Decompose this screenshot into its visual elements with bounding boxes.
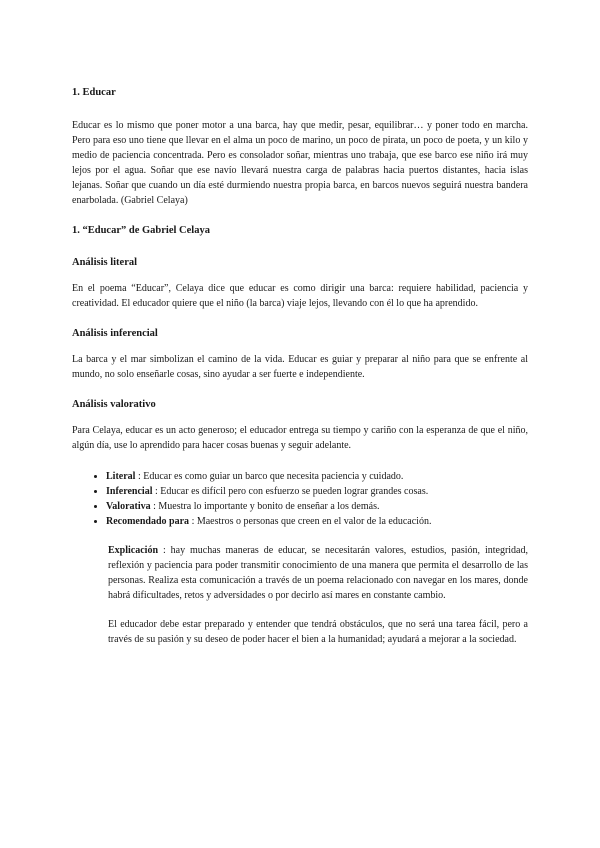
bullet-recomendado	[106, 514, 528, 529]
bullet-literal-text: : Educar es como guiar un barco que necesita paciencia y cuidado.	[135, 471, 404, 482]
bullet-literal-label: Literal	[106, 471, 136, 482]
subheading-literal: Análisis literal	[72, 257, 138, 268]
valorativo-paragraph: Para Celaya, educar es un acto generoso; el educador entrega su tiempo y cariño con la esperanza de que el niño, algún día, use lo aprendido para hacer cosas buenas y seguir adelante.	[72, 425, 528, 451]
bullet-inferencial-text: : Educar es difícil pero con esfuerzo se pueden lograr grandes cosas.	[152, 486, 429, 497]
subheading-valorativo: Análisis valorativo	[72, 399, 156, 410]
poem-paragraph: Educar es lo mismo que poner motor a una barca, hay que medir, pesar, equilibrar… y poner todo en marcha. Pero para eso uno tiene que llevar en el alma un poco de marino, un poco de pirata, un poco de poeta, y un kilo y medio de paciencia concentrada. Pero es consolador soñar, mientras uno trabaja, que ese barco ese niño irá muy lejos por el agua. Soñar que ese navío llevará nuestra carga de palabras hacia puertos distantes, hacia islas lejanas. Soñar que cuando un día esté durmiendo nuestra propia barca, en barcos nuevos seguirá nuestra bandera enarbolada. (Gabriel Celaya)	[72, 120, 528, 206]
bullet-recomendado-label: Recomendado para	[106, 516, 190, 527]
explanation-block	[108, 543, 528, 647]
bullet-valorativa-label: Valorativa	[106, 501, 151, 512]
bullet-inferencial	[106, 484, 528, 499]
bullet-valorativa	[106, 499, 528, 514]
literal-paragraph: En el poema “Educar”, Celaya dice que educar es como dirigir una barca: requiere habilidad, paciencia y creatividad. El educador quiere que el niño (la barca) viaje lejos, llevando con él lo que ha aprendido.	[72, 283, 528, 309]
explicacion-label: Explicación	[108, 545, 159, 556]
explicacion-paragraph	[108, 543, 528, 603]
closing-paragraph: El educador debe estar preparado y entender que tendrá obstáculos, que no será una tarea fácil, pero a través de su pasión y su deseo de poder hacer el bien a la humanidad; ayudará a mejorar a la sociedad.	[108, 619, 528, 645]
bullet-recomendado-text: : Maestros o personas que creen en el valor de la educación.	[189, 516, 432, 527]
section-heading-educar: 1. Educar	[72, 87, 116, 98]
section-heading-analysis: 1. “Educar” de Gabriel Celaya	[72, 225, 210, 236]
bullet-valorativa-text: : Muestra lo importante y bonito de enseñar a los demás.	[150, 501, 380, 512]
bullet-literal	[106, 469, 528, 484]
bullet-inferencial-label: Inferencial	[106, 486, 153, 497]
summary-bullet-list	[72, 469, 528, 529]
inferencial-paragraph: La barca y el mar simbolizan el camino de la vida. Educar es guiar y preparar al niño para que se enfrente al mundo, no solo enseñarle cosas, sino ayudar a ser fuerte e independiente.	[72, 354, 528, 380]
explicacion-text: : hay muchas maneras de educar, se necesitarán valores, estudios, pasión, integridad, reflexión y paciencia para poder transmitir conocimiento de una manera que permita el desarrollo de las personas. Realiza esta comunicación a través de un poema relacionado con navegar en los mares, donde habrá dificultades, retos y adversidades o por decirlo así mares en constante cambio.	[108, 545, 528, 601]
subheading-inferencial: Análisis inferencial	[72, 328, 158, 339]
